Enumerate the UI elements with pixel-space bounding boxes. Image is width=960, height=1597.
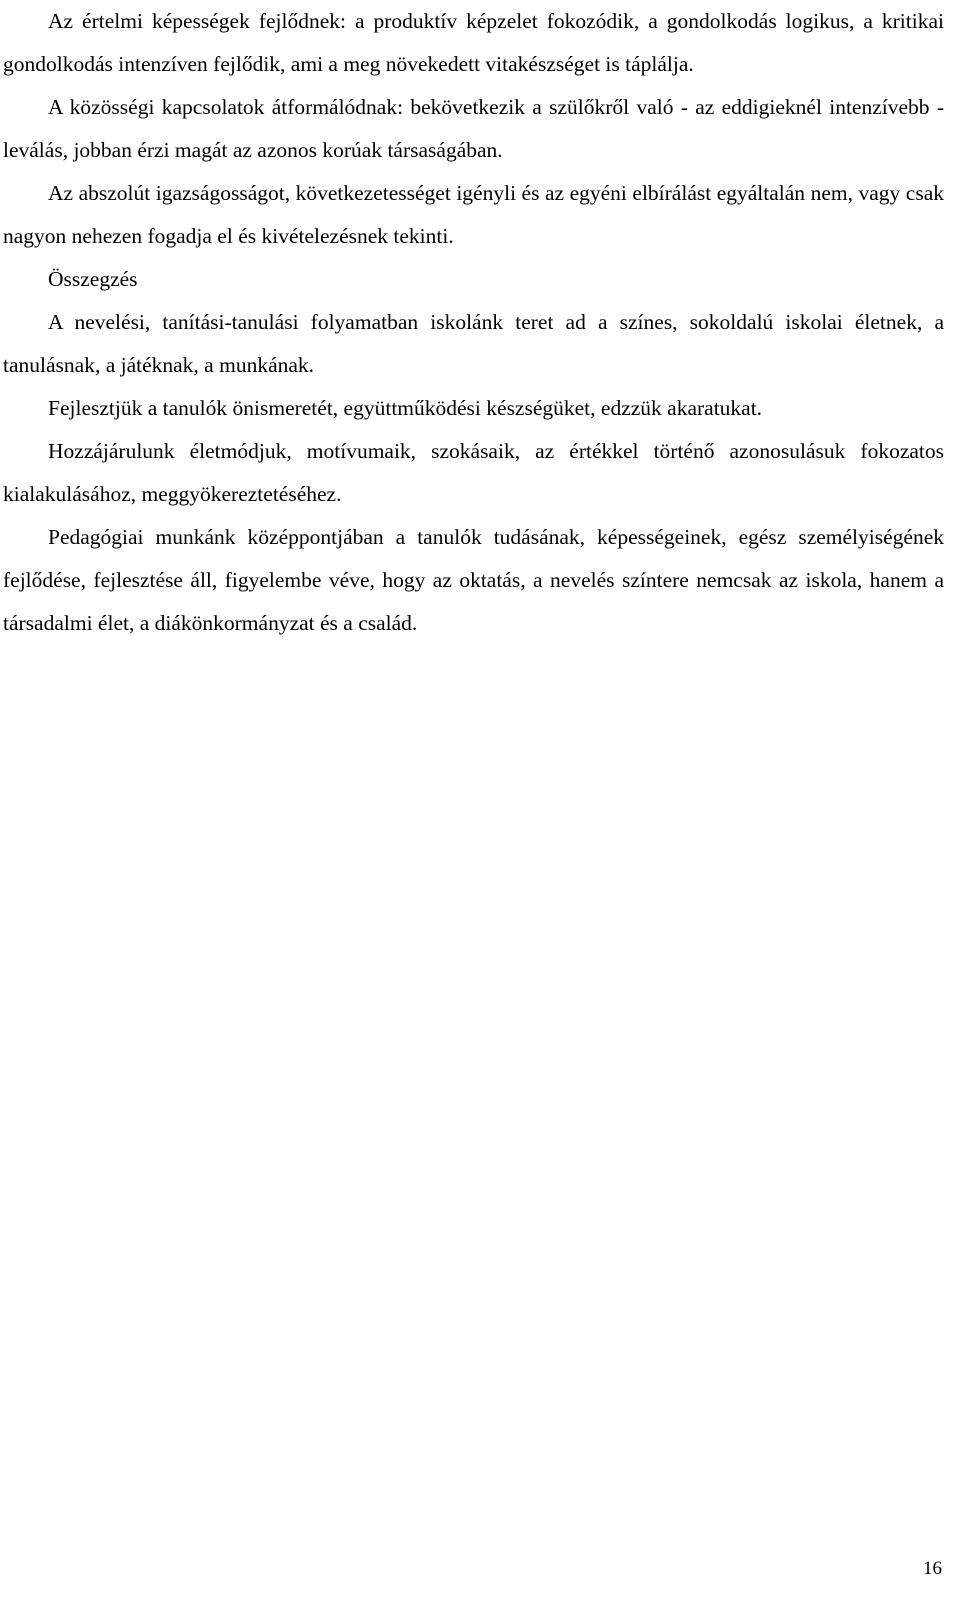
paragraph-pedagogical-work: Pedagógiai munkánk középpontjában a tanulók tudásának, képességeinek, egész személyiségének fejlődése, fejlesztése áll, figyelembe véve, hogy az oktatás, a nevelés színtere nemcsak az iskola, hanem a társadalmi élet, a diákönkormányzat és a család.	[3, 525, 944, 635]
paragraph-lifestyle-motives: Hozzájárulunk életmódjuk, motívumaik, szokásaik, az értékkel történő azonosulásuk fokozatos kialakulásához, meggyökereztetéséhez.	[3, 439, 944, 506]
paragraph-educational-process: A nevelési, tanítási-tanulási folyamatban iskolánk teret ad a színes, sokoldalú iskolai életnek, a tanulásnak, a játéknak, a munkának.	[3, 310, 944, 377]
section-heading-summary: Összegzés	[48, 267, 138, 291]
paragraph-absolute-justice: Az abszolút igazságosságot, következetességet igényli és az egyéni elbírálást egyáltalán nem, vagy csak nagyon nehezen fogadja el és kivételezésnek tekinti.	[3, 181, 944, 248]
paragraph-community-relations: A közösségi kapcsolatok átformálódnak: bekövetkezik a szülőkről való - az eddigieknél intenzívebb - leválás, jobban érzi magát az azonos korúak társaságában.	[3, 95, 944, 162]
paragraph-cognitive-abilities: Az értelmi képességek fejlődnek: a produktív képzelet fokozódik, a gondolkodás logikus, a kritikai gondolkodás intenzíven fejlődik, ami a meg növekedett vitakészséget is táplálja.	[3, 9, 944, 76]
body-text	[3, 0, 944, 645]
page-number: 16	[923, 1558, 942, 1579]
paragraph-self-knowledge: Fejlesztjük a tanulók önismeretét, együttműködési készségüket, edzzük akaratukat.	[48, 396, 763, 420]
